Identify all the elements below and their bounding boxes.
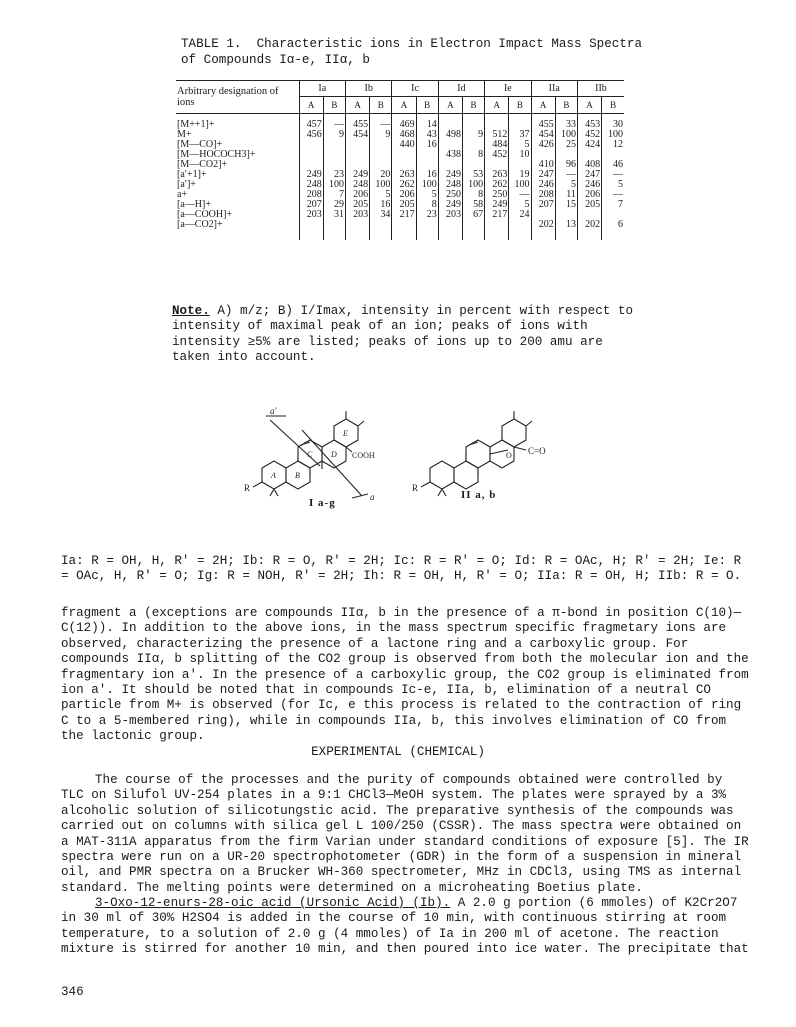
mz-value	[485, 220, 509, 240]
group-header: Ib	[345, 81, 391, 97]
mz-value: 424	[577, 140, 601, 150]
label-co: C=O	[528, 446, 546, 456]
mz-value: 469	[392, 114, 416, 131]
group-header: Ia	[299, 81, 345, 97]
intensity-value: 67	[462, 210, 484, 220]
mz-value: 454	[531, 130, 555, 140]
intensity-value: 15	[555, 200, 577, 210]
mz-value: 207	[531, 200, 555, 210]
mz-value: 453	[577, 114, 601, 131]
intensity-value: 100	[323, 180, 345, 190]
sub-header-a: A	[485, 97, 509, 114]
chemical-structures	[240, 406, 580, 521]
label-a-prime: a′	[270, 406, 277, 416]
intensity-value: 16	[370, 200, 392, 210]
intensity-value	[416, 150, 438, 160]
ion-designation: [M—CO]+	[177, 139, 223, 150]
intensity-value: —	[555, 170, 577, 180]
intensity-value: 46	[602, 160, 624, 170]
label-r-2: R	[412, 483, 419, 493]
mz-value: 203	[438, 210, 462, 220]
intensity-value: 31	[323, 210, 345, 220]
intensity-value: 5	[555, 180, 577, 190]
sub-header-a: A	[438, 97, 462, 114]
intensity-value: 8	[462, 190, 484, 200]
mz-value: 247	[531, 170, 555, 180]
ring-label-e: E	[343, 429, 348, 438]
mz-value: 208	[531, 190, 555, 200]
row-header: Arbitrary designation of ions	[176, 81, 299, 114]
mz-value	[392, 220, 416, 240]
mz-value	[392, 150, 416, 160]
intensity-value: 16	[416, 170, 438, 180]
mz-value: 248	[345, 180, 369, 190]
group-header: IIb	[577, 81, 624, 97]
mz-value	[485, 114, 509, 131]
ursonic-text: A 2.0 g portion (6 mmoles) of K2Cr2O7 in 30 ml of 30% H2SO4 is added in the course of 10 min, with continuous stirring at room temperature, to a solution of 2.0 g (4 mmoles) of Ia in 200 ml of acetone. The reaction mixture is stirred for another 10 min, and then poured into ice water. The precipitate that	[61, 896, 749, 957]
mz-value: 263	[485, 170, 509, 180]
mz-value: 249	[299, 170, 323, 180]
mz-value: 246	[531, 180, 555, 190]
ion-designation: a+	[177, 189, 188, 200]
mz-value: 262	[485, 180, 509, 190]
mz-value: 454	[345, 130, 369, 140]
intensity-value	[323, 140, 345, 150]
paragraph-experimental: The course of the processes and the purity of compounds obtained were controlled by TLC on Silufol UV-254 plates in a 9:1 CHCl3—MeOH system. The plates were sprayed by a 3% alcoholic solution of silicotungstic acid. The preparative synthesis of the compounds was carried out on columns with silica gel L 100/250 (CSSR). The mass spectra were obtained on a MAT-311A apparatus from the firm Varian under standard conditions of exposure [5]. The IR spectra were run on a UR-20 spectrophotometer (GDR) in the form of a suspension in mineral oil, and PMR spectra on a Brucker WH-360 spectrometer, MHz in CDCl3, using TMS as internal standard. The melting points were determined on a microheating Boetius plate.	[61, 773, 749, 895]
intensity-value: 9	[370, 130, 392, 140]
structure-label-ii: II a, b	[461, 489, 497, 501]
ion-designation: [a—H]+	[177, 199, 211, 210]
sub-header-a: A	[531, 97, 555, 114]
mz-value: 203	[299, 210, 323, 220]
table-title-line-2: of Compounds Iα-e, IIα, b	[181, 53, 370, 67]
intensity-value: 5	[370, 190, 392, 200]
label-cooh: COOH	[352, 451, 375, 460]
intensity-value: 13	[555, 220, 577, 240]
intensity-value	[370, 150, 392, 160]
mz-value: 457	[299, 114, 323, 131]
ursonic-heading: 3-Oxo-12-enurs-28-oic acid (Ursonic Acid) (Ib).	[95, 896, 451, 910]
mz-value: 205	[345, 200, 369, 210]
intensity-value: 9	[462, 130, 484, 140]
mz-value: 408	[577, 160, 601, 170]
ion-designation: [M—HOCOCH3]+	[177, 149, 256, 160]
sub-header-b: B	[602, 97, 624, 114]
mz-value	[345, 150, 369, 160]
mz-value: 217	[485, 210, 509, 220]
intensity-value: 100	[555, 130, 577, 140]
intensity-value: —	[509, 190, 531, 200]
mz-value: 246	[577, 180, 601, 190]
intensity-value	[509, 114, 531, 131]
intensity-value: 10	[509, 150, 531, 160]
table-row	[176, 210, 624, 220]
ion-designation: [a—COOH]+	[177, 209, 233, 220]
intensity-value: 19	[509, 170, 531, 180]
sub-header-b: B	[416, 97, 438, 114]
ion-designation: [a′]+	[177, 179, 196, 190]
label-o: O	[506, 451, 512, 460]
label-r: R	[244, 483, 251, 493]
intensity-value: 100	[416, 180, 438, 190]
intensity-value	[370, 220, 392, 240]
sub-header-a: A	[577, 97, 601, 114]
intensity-value: —	[602, 170, 624, 180]
sub-header-a: A	[392, 97, 416, 114]
mz-value: 208	[299, 190, 323, 200]
mz-value: 250	[485, 190, 509, 200]
mz-value: 263	[392, 170, 416, 180]
intensity-value: 5	[416, 190, 438, 200]
intensity-value: 30	[602, 114, 624, 131]
mz-value: 206	[345, 190, 369, 200]
intensity-value: 25	[555, 140, 577, 150]
intensity-value	[370, 140, 392, 150]
mz-value: 455	[531, 114, 555, 131]
intensity-value	[462, 114, 484, 131]
mz-value: 205	[577, 200, 601, 210]
intensity-value: 20	[370, 170, 392, 180]
intensity-value: 5	[509, 140, 531, 150]
ring-label-c: C	[307, 450, 313, 459]
intensity-value: 100	[462, 180, 484, 190]
intensity-value: 7	[602, 200, 624, 210]
group-header: IIa	[531, 81, 577, 97]
mz-value: 452	[485, 150, 509, 160]
table-group-header-row	[176, 81, 624, 97]
intensity-value: 8	[462, 150, 484, 160]
intensity-value: 53	[462, 170, 484, 180]
paragraph-ursonic-acid	[61, 896, 751, 958]
intensity-value	[416, 220, 438, 240]
intensity-value: 7	[323, 190, 345, 200]
intensity-value: 24	[509, 210, 531, 220]
ion-designation: M+	[177, 129, 192, 140]
label-a: a	[370, 492, 375, 502]
table-row	[176, 114, 624, 131]
intensity-value: 96	[555, 160, 577, 170]
mz-value	[299, 220, 323, 240]
intensity-value: 100	[602, 130, 624, 140]
mz-value: 202	[531, 220, 555, 240]
mz-value: 438	[438, 150, 462, 160]
ion-designation: [a—CO2]+	[177, 219, 223, 230]
structure-label-i: I a-g	[309, 497, 336, 509]
note-label: Note.	[172, 304, 210, 318]
mz-value: 207	[299, 200, 323, 210]
mz-value: 206	[392, 190, 416, 200]
ion-designation: [M++1]+	[177, 119, 215, 130]
table-note	[172, 304, 642, 366]
mz-value: 456	[299, 130, 323, 140]
mz-value: 249	[438, 170, 462, 180]
intensity-value: 23	[323, 170, 345, 180]
sub-header-a: A	[345, 97, 369, 114]
intensity-value: 5	[509, 200, 531, 210]
intensity-value: 11	[555, 190, 577, 200]
sub-header-b: B	[555, 97, 577, 114]
intensity-value	[323, 150, 345, 160]
mz-value: 468	[392, 130, 416, 140]
intensity-value: 12	[602, 140, 624, 150]
mz-value: 202	[577, 220, 601, 240]
intensity-value	[509, 220, 531, 240]
intensity-value: 43	[416, 130, 438, 140]
paragraph-fragment: fragment a (exceptions are compounds IIα, b in the presence of a π-bond in position C(10)—C(12)). In addition to the above ions, in the mass spectrum specific fragmetary ions are observed, characterizing the presence of a lactone ring and a carboxylic group. For compounds IIα, b splitting of the CO2 group is observed from both the molecular ion and the fragmentary ion a'. In the presence of a carboxylic group, the CO2 group is eliminated from ion a'. It should be noted that in compounds Ic-e, IIa, b, elimination of a neutral CO particle from M+ is observed (for Ic, e this process is related to the contraction of ring C to a 5-membered ring), while in compounds IIa, b, this involves elimination of CO from the lactonic group.	[61, 606, 749, 744]
mz-value: 206	[577, 190, 601, 200]
mz-value: 250	[438, 190, 462, 200]
mz-value: 262	[392, 180, 416, 190]
table-title	[181, 36, 642, 68]
sub-header-b: B	[509, 97, 531, 114]
intensity-value: 58	[462, 200, 484, 210]
mz-value: 248	[438, 180, 462, 190]
intensity-value: 100	[509, 180, 531, 190]
mz-value	[345, 140, 369, 150]
mz-value: 249	[345, 170, 369, 180]
ion-table	[176, 80, 624, 240]
sub-header-a: A	[299, 97, 323, 114]
ion-designation: [a′+1]+	[177, 169, 207, 180]
mz-value	[438, 220, 462, 240]
intensity-value: —	[602, 190, 624, 200]
group-header: Ie	[485, 81, 531, 97]
intensity-value: 14	[416, 114, 438, 131]
intensity-value: —	[323, 114, 345, 131]
note-text: A) m/z; B) I/Imax, intensity in percent with respect to intensity of maximal peak of an ion; peaks of ions with intensity ≥5% are listed; peaks of ions up to 200 amu are taken into account.	[172, 304, 634, 365]
intensity-value	[462, 220, 484, 240]
mz-value: 410	[531, 160, 555, 170]
mz-value: 203	[345, 210, 369, 220]
section-heading: EXPERIMENTAL (CHEMICAL)	[311, 745, 485, 759]
sub-header-b: B	[462, 97, 484, 114]
intensity-value	[323, 220, 345, 240]
intensity-value: 9	[323, 130, 345, 140]
mz-value: 512	[485, 130, 509, 140]
structure-ii-drawing	[421, 411, 532, 496]
intensity-value: 6	[602, 220, 624, 240]
mz-value: 249	[438, 200, 462, 210]
mz-value: 248	[299, 180, 323, 190]
mz-value	[299, 140, 323, 150]
intensity-value: 5	[602, 180, 624, 190]
mz-value: 484	[485, 140, 509, 150]
table-title-line-1: TABLE 1. Characteristic ions in Electron Impact Mass Spectra	[181, 37, 643, 51]
ring-label-d: D	[331, 450, 337, 459]
intensity-value: 37	[509, 130, 531, 140]
ring-label-b: B	[295, 471, 300, 480]
ion-table-body	[176, 114, 624, 241]
ring-label-a: A	[271, 471, 276, 480]
intensity-value: 34	[370, 210, 392, 220]
mz-value: 217	[392, 210, 416, 220]
intensity-value: —	[370, 114, 392, 131]
ion-designation: [M—CO2]+	[177, 159, 228, 170]
mz-value	[299, 150, 323, 160]
intensity-value: 23	[416, 210, 438, 220]
mz-value	[438, 114, 462, 131]
sub-header-b: B	[323, 97, 345, 114]
table-row	[176, 220, 624, 240]
mz-value: 452	[577, 130, 601, 140]
group-header: Ic	[392, 81, 438, 97]
intensity-value: 16	[416, 140, 438, 150]
compounds-legend: Ia: R = OH, H, R' = 2H; Ib: R = O, R' = 2H; Ic: R = R' = O; Id: R = OAc, H; R' = 2H; Ie: R = OAc, H, R' = O; Ig: R = NOH, R' = 2H; Ih: R = OH, H, R' = O; IIa: R = OH, H; IIb: R = O.	[61, 554, 742, 584]
mz-value: 440	[392, 140, 416, 150]
intensity-value: 100	[370, 180, 392, 190]
table-row	[176, 150, 624, 160]
group-header: Id	[438, 81, 484, 97]
mz-value: 455	[345, 114, 369, 131]
mz-value: 498	[438, 130, 462, 140]
mz-value: 426	[531, 140, 555, 150]
mz-value: 205	[392, 200, 416, 210]
mz-value: 249	[485, 200, 509, 210]
intensity-value: 8	[416, 200, 438, 210]
intensity-value: 33	[555, 114, 577, 131]
intensity-value: 29	[323, 200, 345, 210]
mz-value	[345, 220, 369, 240]
sub-header-b: B	[370, 97, 392, 114]
page-number: 346	[61, 985, 84, 999]
mz-value: 247	[577, 170, 601, 180]
